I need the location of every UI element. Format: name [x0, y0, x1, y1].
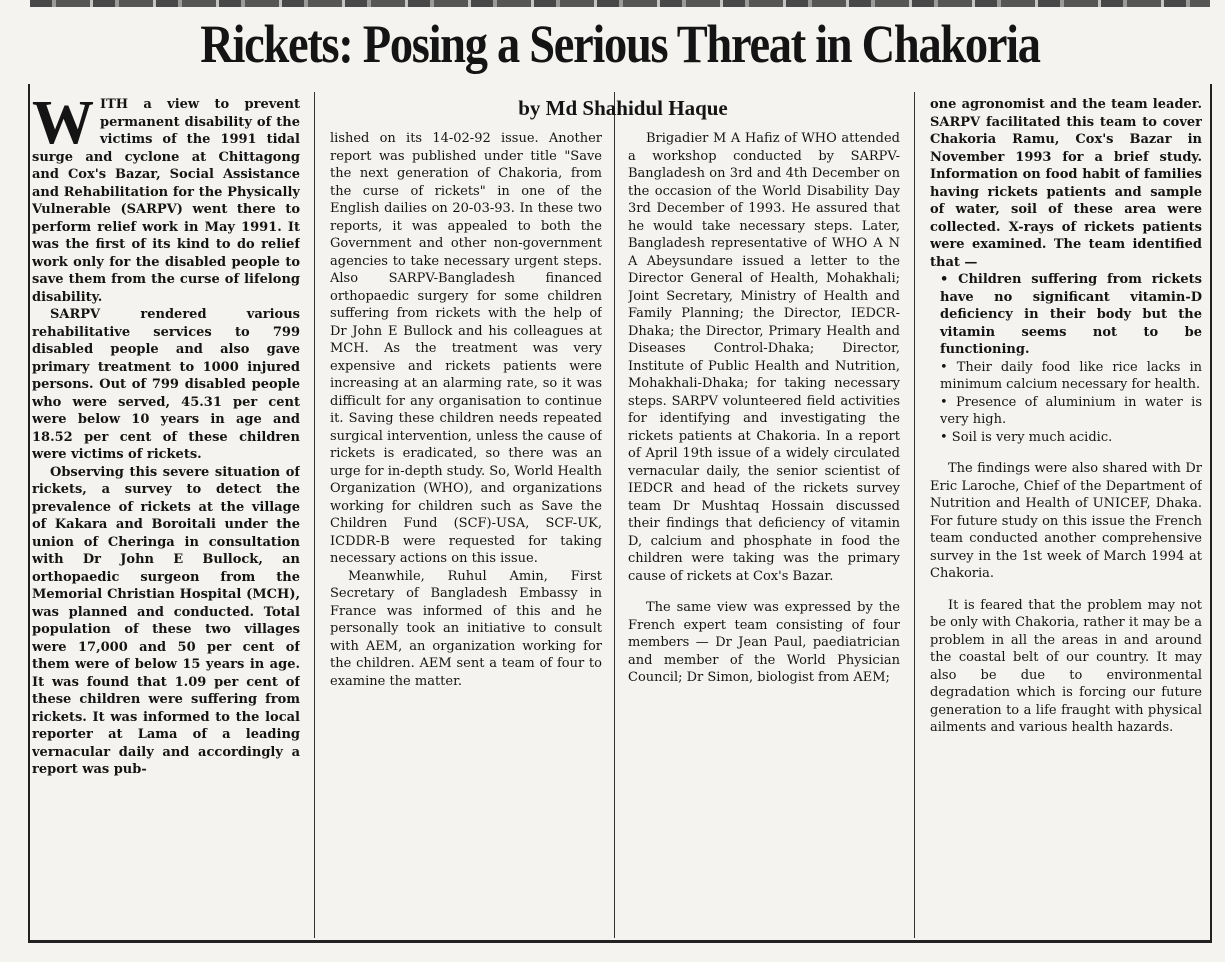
column-2	[330, 130, 602, 936]
col1-paragraph-3: Observing this severe situation of rickets, a survey to detect the prevalence of rickets at the village of Kakara and Boroitali under the union of Cheringa in consultation with Dr John E Bullock, an orthopaedic surgeon from the Memorial Christian Hospital (MCH), was planned and conducted. Total population of these two villages were 17,000 and 50 per cent of them were of below 15 years in age. It was found that 1.09 per cent of these children were suffering from rickets. It was informed to the local reporter at Lama of a leading vernacular daily and accordingly a report was pub-	[32, 464, 300, 777]
col3-paragraph-2: The same view was expressed by the French expert team consisting of four members — Dr Jean Paul, paediatrician and member of the World Physician Council; Dr Simon, biologist from AEM;	[628, 600, 900, 685]
list-item: • Their daily food like rice lacks in minimum calcium necessary for health.	[940, 359, 1202, 392]
frame-left-rule	[28, 84, 30, 942]
byline: by Md Shahidul Haque	[518, 96, 728, 120]
frame-bottom-rule	[28, 940, 1212, 943]
col4-paragraph-2: The findings were also shared with Dr Eric Laroche, Chief of the Department of Nutrition and Health of UNICEF, Dhaka. For future study on this issue the French team conducted another comprehensive survey in the 1st week of March 1994 at Chakoria.	[930, 461, 1202, 581]
col4-paragraph-3: It is feared that the problem may not be only with Chakoria, rather it may be a problem in all the areas in and around the coastal belt of our country. It may also be due to environmental degradation which is forcing our future generation to a life fraught with physical ailments and various health hazards.	[930, 597, 1202, 735]
col4-paragraph-1: one agronomist and the team leader. SARPV facilitated this team to cover Chakoria Ramu, Cox's Bazar in November 1993 for a brief study. Information on food habit of families having rickets patients and sample of water, soil of these area were collected. X-rays of rickets patients were examined. The team identified that —	[930, 97, 1202, 270]
col3-paragraph-1: Brigadier M A Hafiz of WHO attended a workshop conducted by SARPV-Bangladesh on 3rd and 4th December on the occasion of the World Disability Day 3rd December of 1993. He assured that he would take necessary steps. Later, Bangladesh representative of WHO A N A Abeysundare issued a letter to the Director General of Health, Mohakhali; Joint Secretary, Ministry of Health and Family Planning; the Director, IEDCR-Dhaka; the Director, Primary Health and Diseases Control-Dhaka; Director, Institute of Public Health and Nutrition, Mohakhali-Dhaka; for taking necessary steps. SARPV volunteered field activities for identifying and investigating the rickets patients at Chakoria. In a report of April 19th issue of a widely circulated vernacular daily, the senior scientist of IEDCR and head of the rickets survey team Dr Mushtaq Hossain discussed their findings that deficiency of vitamin D, calcium and phosphate in food the children were taking was the primary cause of rickets at Cox's Bazar.	[628, 131, 900, 584]
frame-right-rule	[1210, 84, 1212, 942]
col1-paragraph-1	[32, 96, 300, 306]
top-border-strip	[30, 0, 1210, 7]
col1-paragraph-2: SARPV rendered various rehabilitative services to 799 disabled people and also gave primary treatment to 1000 injured persons. Out of 799 disabled people who were served, 45.31 per cent were below 10 years in age and 18.52 per cent of these children were victims of rickets.	[32, 307, 300, 462]
list-item: • Soil is very much acidic.	[940, 429, 1113, 445]
column-1	[32, 96, 300, 936]
drop-cap: W	[32, 96, 94, 157]
column-3	[628, 130, 900, 936]
col2-paragraph-1: lished on its 14-02-92 issue. Another report was published under title "Save the next generation of Chakoria, from the curse of rickets" in one of the English dailies on 20-03-93. In these two reports, it was appealed to both the Government and other non-government agencies to take necessary urgent steps. Also SARPV-Bangladesh financed orthopaedic surgery for some children suffering from rickets with the help of Dr John E Bullock and his colleagues at MCH. As the treatment was very expensive and rickets patients were increasing at an alarming rate, so it was difficult for any organisation to continue it. Saving these children needs repeated surgical intervention, unless the cause of rickets is eradicated, so there was an urge for in-depth study. So, World Health Organization (WHO), and organizations working for children such as Save the Children Fund (SCF)-USA, SCF-UK, ICDDR-B were requested for taking necessary actions on this issue.	[330, 131, 602, 566]
column-4	[930, 96, 1202, 936]
col1-paragraph-1-text: ITH a view to prevent permanent disability of the victims of the 1991 tidal surge and cyclone at Chittagong and Cox's Bazar, Social Assistance and Rehabilitation for the Physically Vulnerable (SARPV) went there to perform relief work in May 1991. It was the first of its kind to do relief work only for the disabled people to save them from the curse of lifelong disability.	[32, 97, 300, 305]
list-item: • Children suffering from rickets have no significant vitamin-D deficiency in their body but the vitamin seems not to be functioning.	[940, 272, 1202, 357]
column-divider-3	[914, 92, 915, 938]
column-divider-1	[314, 92, 315, 938]
article-headline: Rickets: Posing a Serious Threat in Chakoria	[200, 14, 1040, 74]
list-item: • Presence of aluminium in water is very high.	[940, 394, 1202, 427]
col2-paragraph-2: Meanwhile, Ruhul Amin, First Secretary of Bangladesh Embassy in France was informed of this and he personally took an initiative to consult with AEM, an organization working for the children. AEM sent a team of four to examine the matter.	[330, 568, 602, 689]
column-divider-2	[614, 92, 615, 938]
